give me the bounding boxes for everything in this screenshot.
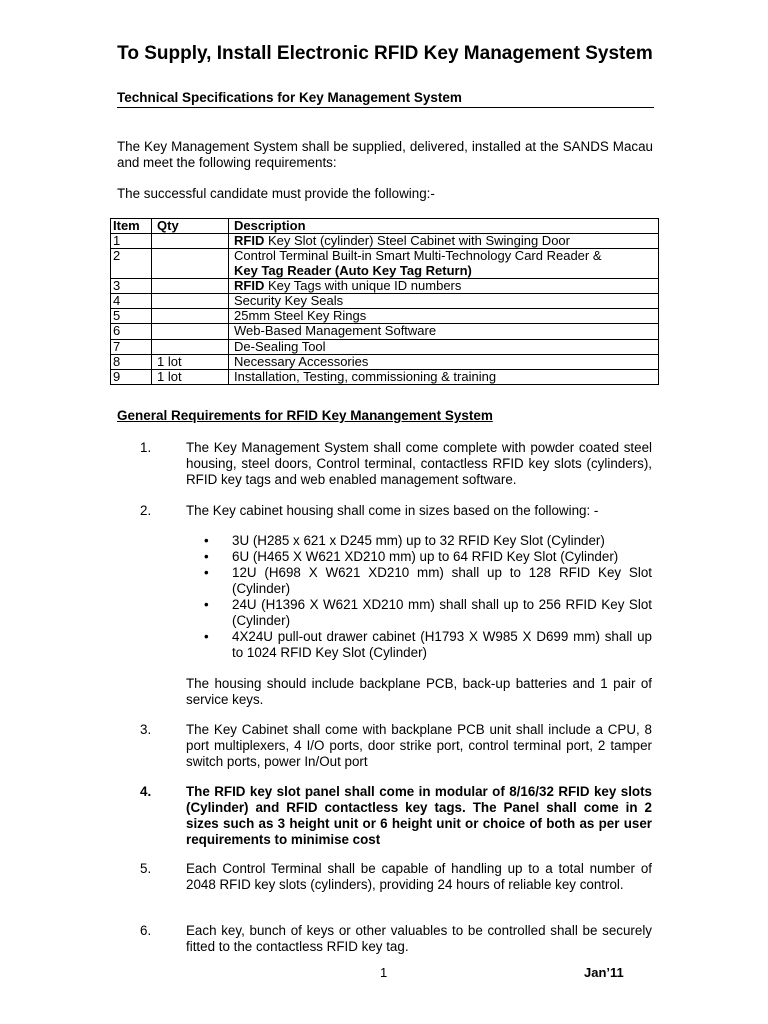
- row-qty: [152, 309, 229, 324]
- row-text: Key Tags with unique ID numbers: [264, 277, 462, 293]
- list-item-text: 6U (H465 X W621 XD210 mm) up to 64 RFID Key Slot (Cylinder): [232, 549, 619, 564]
- requirement-text: The Key cabinet housing shall come in sizes based on the following: -: [186, 503, 599, 518]
- tech-spec-intro: The Key Management System shall be supplied, delivered, installed at the SANDS Macau and meet the following requirements:: [117, 139, 653, 170]
- table-row: [111, 249, 659, 278]
- row-item: 6: [111, 324, 152, 339]
- row-qty: [152, 278, 229, 293]
- list-item: [204, 533, 652, 549]
- item-number: 6.: [140, 923, 152, 938]
- row-qty: 1 lot: [152, 370, 229, 385]
- bullet-icon: •: [204, 565, 209, 580]
- table-row: [111, 234, 659, 249]
- bullet-icon: •: [204, 597, 209, 612]
- list-item-text: 4X24U pull-out drawer cabinet (H1793 X W985 X D699 mm) shall up to 1024 RFID Key Slot (Cylinder): [232, 629, 652, 660]
- requirement-text: The RFID key slot panel shall come in modular of 8/16/32 RFID key slots (Cylinder) and RFID contactless key tags. The Panel shall come in 2 sizes such as 3 height unit or 6 height unit or choice of both as per user requirements to minimise cost: [186, 784, 652, 847]
- row-bold: RFID: [234, 277, 265, 293]
- table-row: [111, 354, 659, 369]
- cabinet-sizes-list: [204, 533, 652, 661]
- row-description: 25mm Steel Key Rings: [229, 309, 659, 324]
- requirement-text: The Key Cabinet shall come with backplane PCB unit shall include a CPU, 8 port multiplexers, 4 I/O ports, door strike port, control terminal port, 2 tamper switch ports, power In/Out port: [186, 722, 652, 769]
- row-description: [229, 249, 659, 278]
- bullet-icon: •: [204, 533, 209, 548]
- row-text: Control Terminal Built-in Smart Multi-Technology Card Reader &: [234, 248, 602, 264]
- housing-note: The housing should include backplane PCB, back-up batteries and 1 pair of service keys.: [186, 676, 652, 707]
- row-description: Necessary Accessories: [229, 354, 659, 369]
- list-item: [204, 549, 652, 565]
- bullet-icon: •: [204, 629, 209, 644]
- row-bold: RFID: [234, 233, 265, 249]
- row-item: 5: [111, 309, 152, 324]
- row-description: [229, 234, 659, 249]
- row-qty: 1 lot: [152, 354, 229, 369]
- list-item-text: 24U (H1396 X W621 XD210 mm) shall shall up to 256 RFID Key Slot (Cylinder): [232, 597, 652, 628]
- row-qty: [152, 249, 229, 278]
- row-qty: [152, 324, 229, 339]
- page-number: 1: [380, 965, 388, 980]
- requirement-text: The Key Management System shall come complete with powder coated steel housing, steel doors, Control terminal, contactless RFID key slots (cylinders), RFID key tags and web enabled management software.: [186, 440, 652, 487]
- provide-line: The successful candidate must provide the following:-: [117, 186, 435, 201]
- row-item: 2: [111, 249, 152, 278]
- list-item-text: 12U (H698 X W621 XD210 mm) shall up to 128 RFID Key Slot (Cylinder): [232, 565, 652, 596]
- row-qty: [152, 234, 229, 249]
- row-item: 4: [111, 294, 152, 309]
- row-item: 1: [111, 234, 152, 249]
- items-table: [110, 218, 659, 385]
- table-row: [111, 294, 659, 309]
- table-row: [111, 370, 659, 385]
- tech-spec-heading: Technical Specifications for Key Management System: [117, 90, 462, 105]
- table-row: [111, 339, 659, 354]
- row-qty: [152, 339, 229, 354]
- row-item: 8: [111, 354, 152, 369]
- item-number: 5.: [140, 861, 152, 876]
- row-description: Web-Based Management Software: [229, 324, 659, 339]
- row-item: 7: [111, 339, 152, 354]
- row-description: Security Key Seals: [229, 294, 659, 309]
- row-item: 3: [111, 278, 152, 293]
- table-header-row: [111, 219, 659, 234]
- list-item: [204, 629, 652, 661]
- document-title: To Supply, Install Electronic RFID Key Management System: [117, 43, 653, 64]
- row-qty: [152, 294, 229, 309]
- bullet-icon: •: [204, 549, 209, 564]
- row-item: 9: [111, 370, 152, 385]
- requirement-text: Each key, bunch of keys or other valuables to be controlled shall be securely fitted to the contactless RFID key tag.: [186, 923, 652, 954]
- item-number: 2.: [140, 503, 152, 518]
- item-number: 4.: [140, 784, 152, 799]
- table-row: [111, 309, 659, 324]
- list-item: [204, 565, 652, 597]
- header-description: Description: [229, 219, 659, 234]
- table-row: [111, 278, 659, 293]
- item-number: 3.: [140, 722, 152, 737]
- header-qty: Qty: [152, 219, 229, 234]
- footer-date: Jan’11: [584, 965, 624, 980]
- row-description: De-Sealing Tool: [229, 339, 659, 354]
- heading-rule: [117, 107, 654, 108]
- row-description: Installation, Testing, commissioning & training: [229, 370, 659, 385]
- row-bold: Key Tag Reader (Auto Key Tag Return): [234, 262, 472, 278]
- row-description: [229, 278, 659, 293]
- table-row: [111, 324, 659, 339]
- general-requirements-heading: General Requirements for RFID Key Manangement System: [117, 408, 493, 423]
- item-number: 1.: [140, 440, 152, 455]
- header-item: Item: [111, 219, 152, 234]
- requirement-text: Each Control Terminal shall be capable of handling up to a total number of 2048 RFID key slots (cylinders), providing 24 hours of reliable key control.: [186, 861, 652, 892]
- list-item-text: 3U (H285 x 621 x D245 mm) up to 32 RFID Key Slot (Cylinder): [232, 533, 605, 548]
- list-item: [204, 597, 652, 629]
- row-text: Key Slot (cylinder) Steel Cabinet with Swinging Door: [264, 233, 570, 249]
